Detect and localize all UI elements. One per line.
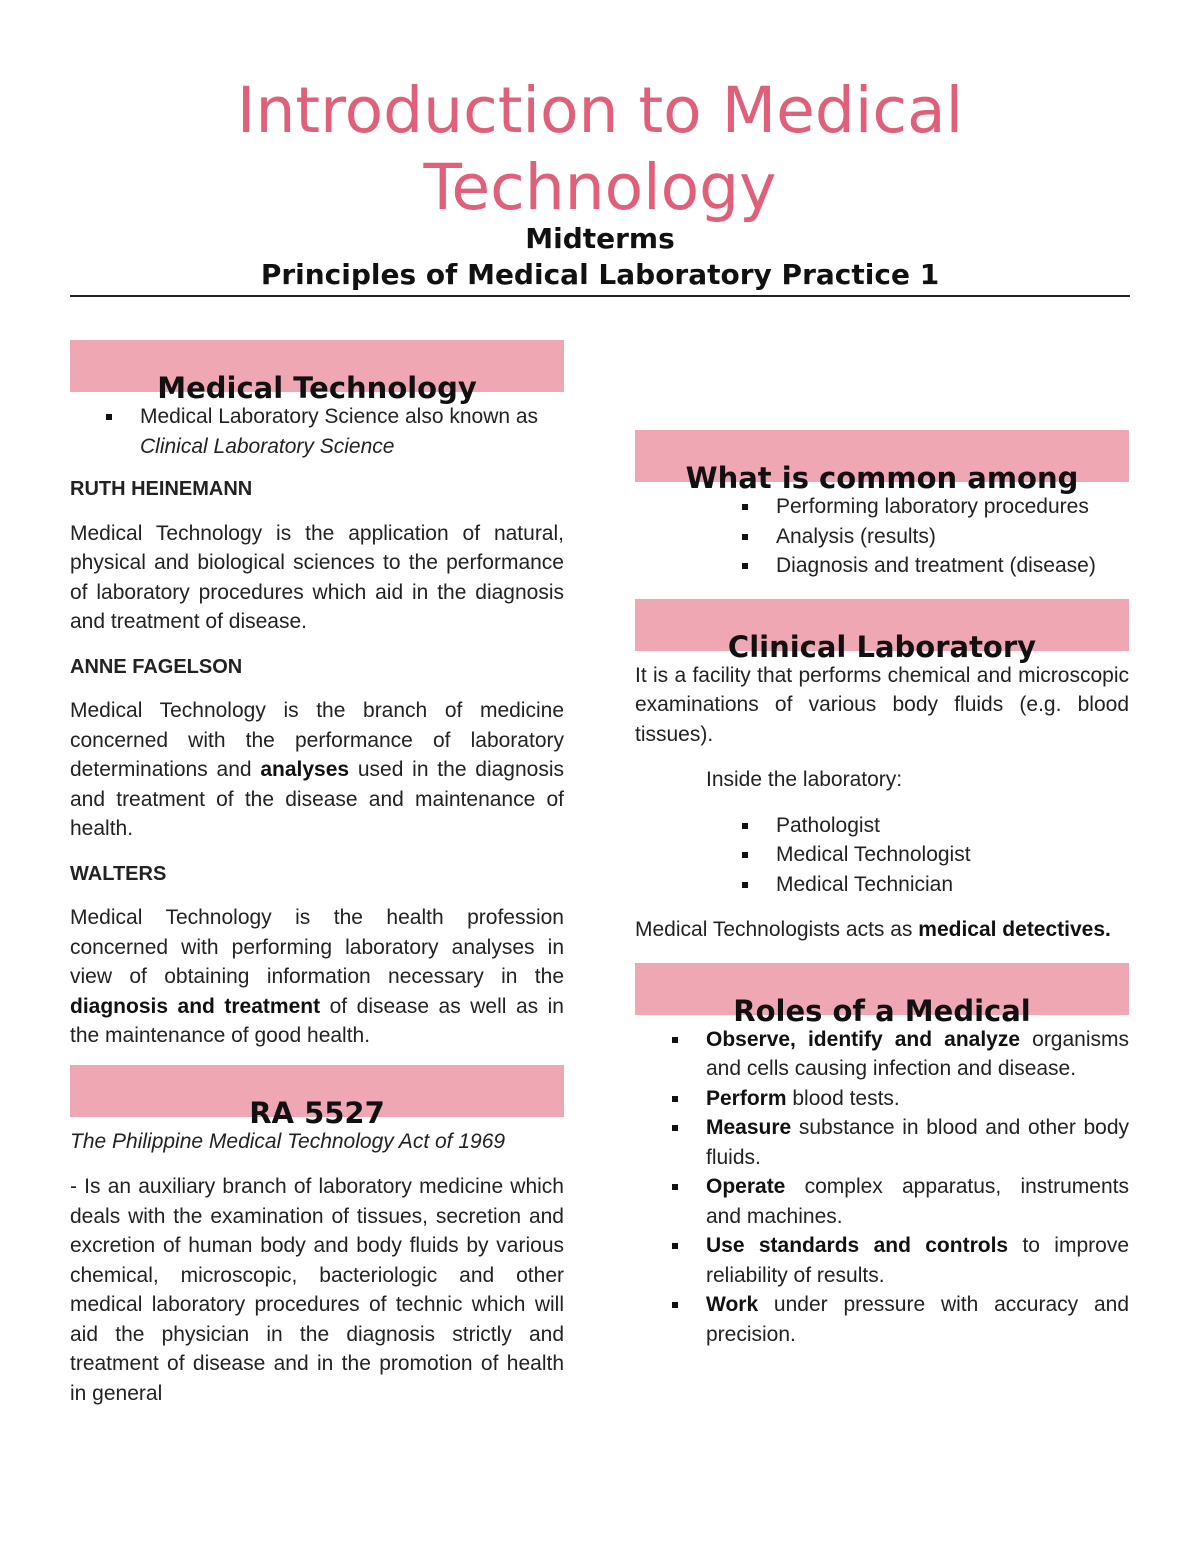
bullet-list <box>70 402 564 461</box>
list-item: Medical Technologist <box>776 840 1129 870</box>
list-item: Analysis (results) <box>776 522 1129 552</box>
act-description: - Is an auxiliary branch of laboratory medicine which deals with the examination of tissues, secretion and excretion of human body and body fluids by various chemical, microscopic, bacteriologic and other medical laboratory procedures of technic which will aid the physician in the diagnosis strictly and treatment of disease and in the promotion of health in general <box>70 1175 564 1405</box>
course-title: Principles of Medical Laboratory Practice 1 <box>260 258 940 291</box>
list-item: Medical Laboratory Science also known as Clinical Laboratory Science <box>140 402 564 461</box>
section-heading: RA 5527 <box>249 1095 385 1130</box>
section-banner-common <box>635 430 1129 495</box>
list-item: Pathologist <box>776 811 1129 841</box>
section-banner-ra-5527 <box>70 1065 564 1130</box>
author-heading: ANNE FAGELSON <box>70 655 243 678</box>
list-item: Perform blood tests. <box>706 1084 1129 1114</box>
inside-label: Inside the laboratory: <box>706 768 903 791</box>
section-heading: Medical Technology <box>157 371 477 405</box>
section-heading: Clinical Laboratory <box>727 629 1037 664</box>
section-banner-medical-technology <box>70 340 564 405</box>
subtitle: Midterms <box>525 222 675 255</box>
section-heading: Roles of a Medical <box>733 993 1031 1028</box>
definition-paragraph: Medical Technology is the health profession concerned with performing laboratory analyses in view of obtaining information necessary in the diagnosis and treatment of disease as well as in the maintenance of good health. <box>70 906 564 1047</box>
detectives-paragraph: Medical Technologists acts as medical detectives. <box>635 918 1111 941</box>
list-item: Medical Technician <box>776 870 1129 900</box>
definition-paragraph: Medical Technology is the branch of medicine concerned with the performance of laboratory determinations and analyses used in the diagnosis and treatment of the disease and maintenance of health. <box>70 699 565 840</box>
title-divider <box>70 295 1130 297</box>
bullet-list <box>635 811 1129 900</box>
author-heading: RUTH HEINEMANN <box>70 478 253 500</box>
section-heading: What is common among <box>685 461 1079 495</box>
list-item: Observe, identify and analyze organisms and cells causing infection and disease. <box>706 1025 1129 1084</box>
list-item: Measure substance in blood and other body fluids. <box>706 1113 1129 1172</box>
definition-paragraph: Medical Technology is the application of natural, physical and biological sciences to the performance of laboratory procedures which aid in the diagnosis and treatment of disease. <box>70 521 564 633</box>
act-title: The Philippine Medical Technology Act of 1969 <box>70 1129 506 1153</box>
list-item: Work under pressure with accuracy and precision. <box>706 1290 1129 1349</box>
roles-list <box>635 1025 1129 1350</box>
title-line-2: Technology <box>423 151 777 224</box>
author-heading: WALTERS <box>70 862 167 885</box>
title-line-1: Introduction to Medical <box>236 74 964 147</box>
list-item: Operate complex apparatus, instruments and machines. <box>706 1172 1129 1231</box>
list-item: Performing laboratory procedures <box>776 492 1129 522</box>
document-title <box>0 72 1200 226</box>
list-item: Use standards and controls to improve reliability of results. <box>706 1231 1129 1290</box>
section-banner-roles <box>635 963 1129 1028</box>
clinical-description: It is a facility that performs chemical and microscopic examinations of various body fluids (e.g. blood tissues). <box>635 663 1129 746</box>
right-column <box>635 430 1129 1349</box>
left-column <box>70 340 564 1408</box>
list-item: Diagnosis and treatment (disease) <box>776 551 1129 581</box>
section-banner-clinical-laboratory <box>635 599 1129 664</box>
bullet-list <box>635 492 1129 581</box>
